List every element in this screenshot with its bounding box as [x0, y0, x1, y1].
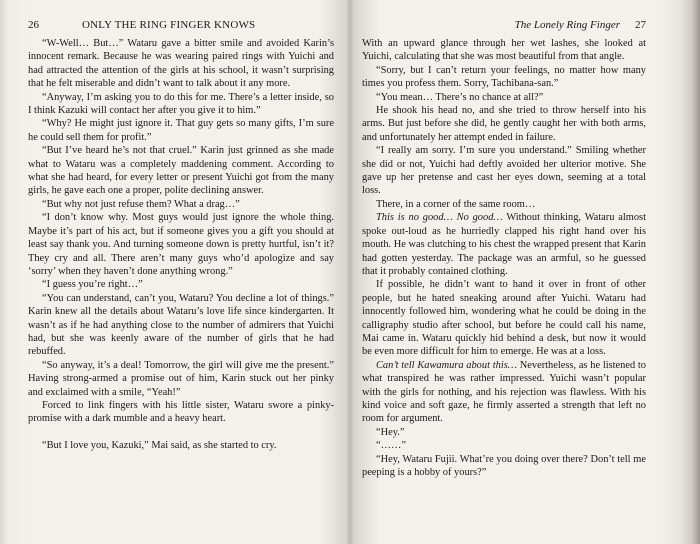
paragraph: “Anyway, I’m asking you to do this for me. There’s a letter inside, so I think Kazuki will contact her after you give it to him.” — [28, 91, 334, 117]
paragraph-text: Without thinking, Wataru almost spoke out-loud as he hurriedly clapped his right hand over his mouth. He was clutching to his chest the wrapped present that Karin had gotten yesterday. The package was an armful, so he guessed that it probably contained clothing. — [362, 212, 646, 277]
paragraph: There, in a corner of the same room… — [376, 198, 536, 210]
paragraph: “……” — [376, 440, 407, 452]
paragraph: “But I love you, Kazuki,” Mai said, as she started to cry. — [42, 439, 277, 451]
left-page-body — [22, 37, 334, 452]
italic-thought: Can’t tell Kawamura about this… — [376, 359, 517, 371]
paragraph: “W-Well… But…” Wataru gave a bitter smile and avoided Karin’s innocent remark. Because he was wearing paired rings with Yuichi and had attracted the attention of the girls at his school, it wasn’t surprising that he felt miserable and didn’t want to talk about it any more. — [28, 38, 334, 90]
paragraph-text: Nevertheless, as he listened to what transpired he was rather impressed. Yuichi wasn’t popular with the girls for nothing, and his rejection was flawless. With his kind voice and soft gaze, he firmly asserted a strength that left no room for argument. — [362, 359, 646, 425]
paragraph: “So anyway, it’s a deal! Tomorrow, the girl will give me the present.” Having strong-armed a promise out of him, Karin stuck out her pinky and exclaimed with a smile, “Yeah!” — [28, 359, 334, 398]
right-running-head: The Lonely Ring Finger — [514, 19, 620, 31]
paragraph: “You mean… There’s no chance at all?” — [376, 91, 544, 103]
right-page-body — [362, 37, 646, 479]
paragraph: “Why? He might just ignore it. That guy gets so many gifts, I’m sure he could sell them for profit.” — [28, 118, 334, 143]
paragraph: “Hey.” — [376, 426, 405, 438]
paragraph: “I don’t know why. Most guys would just ignore the whole thing. Maybe it’s part of his act, but if someone gives you a gift you should at least say thank you. And turning someone down is pretty hurtful, isn’t it? They cry and all. There aren’t many guys who’d apologize and say ‘sorry’ when they haven’t done anything wrong.” — [28, 212, 334, 277]
paragraph: “But why not just refuse them? What a drag…” — [42, 198, 240, 210]
paragraph: “Sorry, but I can’t return your feelings, no matter how many times you profess them. Sorry, Tachibana-san.” — [362, 64, 646, 90]
paragraph: “I guess you’re right…” — [42, 279, 143, 291]
left-page — [22, 0, 334, 544]
paragraph: “I really am sorry. I’m sure you understand.” Smiling whether she did or not, Yuichi had deftly avoided her ulterior motive. She gave up her pretense and cast her eyes down, seeming at a total loss. — [362, 145, 646, 197]
paragraph: “But I’ve heard he’s not that cruel.” Karin just grinned as she made what to Wataru was a completely maddening comment. According to what she had heard, for every letter or present Yuichi got from the many girls, he gave each one a proper, polite declining answer. — [28, 145, 334, 197]
paragraph: If possible, he didn’t want to hand it over in front of other people, but he hated sneaking around after Yuichi. Wataru had innocently followed him, wondering what he could be doing in the calligraphy studio after school, but before he could call his name, Mai came in. Wataru quickly hid behind a desk, but now it would be even more difficult for him to emerge. He was at a loss. — [362, 279, 646, 358]
right-page-header — [362, 19, 646, 35]
paragraph: Forced to link fingers with his little sister, Wataru swore a pinky-promise with a dark mumble and a heavy heart. — [28, 399, 334, 425]
paragraph: He shook his head no, and she tried to throw herself into his arms. But just before she did, he gently caught her with both arms, and unfortunately her attempt ended in failure. — [362, 105, 646, 143]
paragraph: “Hey, Wataru Fujii. What’re you doing over there? Don’t tell me peeping is a hobby of yours?” — [362, 453, 646, 478]
paragraph — [362, 359, 646, 426]
paragraph: With an upward glance through her wet lashes, she looked at Yuichi, calculating that she was most beautiful from that angle. — [362, 38, 646, 63]
right-page — [362, 0, 646, 544]
left-page-header — [22, 19, 334, 35]
left-running-head: ONLY THE RING FINGER KNOWS — [82, 19, 256, 31]
left-page-number: 26 — [28, 19, 39, 31]
italic-thought: This is no good… No good… — [376, 212, 503, 224]
right-page-number: 27 — [635, 19, 646, 31]
paragraph — [362, 211, 646, 278]
paragraph: “You can understand, can’t you, Wataru? You decline a lot of things.” Karin knew all the details about Wataru’s love life since kindergarten. It wasn’t as if he had anything close to the number of admirers that Yuichi had, but she was keenly aware of the number of girls that he had rebuffed. — [28, 292, 334, 358]
